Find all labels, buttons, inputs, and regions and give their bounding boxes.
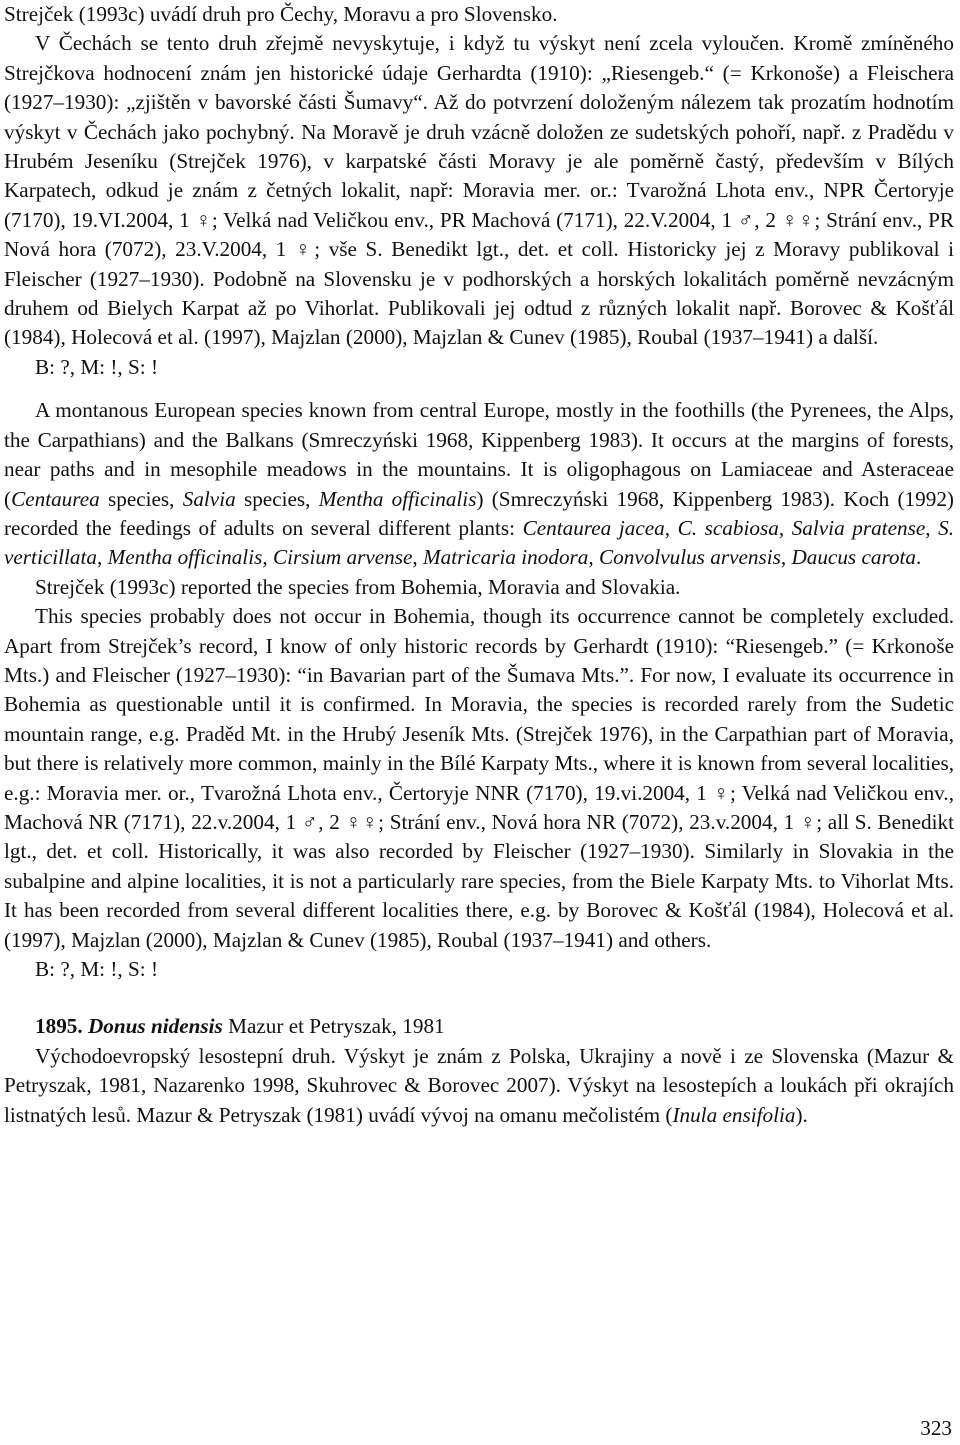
entry-paragraph	[4, 1042, 954, 1130]
text-span: ,	[262, 545, 273, 570]
czech-section	[4, 0, 954, 382]
text-span: ,	[664, 515, 678, 540]
taxon-name: Salvia	[182, 486, 236, 511]
taxon-name: Convolvulus arvensis	[599, 545, 781, 570]
species-name: Donus nidensis	[87, 1014, 223, 1039]
species-author: Mazur et Petryszak, 1981	[222, 1014, 445, 1039]
text-span: ,	[778, 515, 792, 540]
english-paragraph-1	[4, 396, 954, 572]
text-span: ).	[795, 1102, 808, 1127]
czech-paragraph-2: V Čechách se tento druh zřejmě nevyskytuje, i když tu výskyt není zcela vyloučen. Kromě zmíněného Strejčkova hodnocení znám jen historické údaje Gerhardta (1910): „Riesengeb.“ (= Krkonoše) a Fleischera (1927–1930): „zjištěn v bavorské části Šumavy“. Až do potvrzení doloženým nálezem tak prozatím hodnotím výskyt v Čechách jako pochybný. Na Moravě je druh vzácně doložen ze sudetských pohoří, např. z Pradědu v Hrubém Jeseníku (Strejček 1976), v karpatské části Moravy je ale poměrně častý, především v Bílých Karpatech, odkud je znám z četných lokalit, např: Moravia mer. or.: Tvarožná Lhota env., NPR Čertoryje (7170), 19.VI.2004, 1 ♀; Velká nad Veličkou env., PR Machová (7171), 22.V.2004, 1 ♂, 2 ♀♀; Strání env., PR Nová hora (7072), 23.V.2004, 1 ♀; vše S. Benedikt lgt., det. et coll. Historicky jej z Moravy publikoval i Fleischer (1927–1930). Podobně na Slovensku je v podhorských a horských lokalitách poměrně nevzácným druhem od Bielych Karpat až po Vihorlat. Publikovali jej odtud z různých lokalit např. Borovec & Košťál (1984), Holecová et al. (1997), Majzlan (2000), Majzlan & Cunev (1985), Roubal (1937–1941) a další.	[4, 31, 954, 350]
taxon-name: Cirsium arvense	[272, 545, 413, 570]
entry-number: 1895.	[35, 1014, 83, 1039]
taxon-name: Daucus carota	[791, 545, 916, 570]
text-span: .	[916, 545, 922, 570]
page-number: 323	[920, 1416, 952, 1440]
english-paragraph-2: Strejček (1993c) reported the species from Bohemia, Moravia and Slovakia.	[35, 574, 681, 599]
text-span: ,	[780, 545, 792, 570]
english-paragraph-3: This species probably does not occur in Bohemia, though its occurrence cannot be completely excluded. Apart from Strejček’s record, I know of only historic records by Gerhardt (1910): “Riesengeb.” (= Krkonoše Mts.) and Fleischer (1927–1930): “in Bavarian part of the Šumava Mts.”. For now, I evaluate its occurrence in Bohemia as questionable until it is confirmed. In Moravia, the species is recorded rarely from the Sudetic mountain range, e.g. Praděd Mt. in the Hrubý Jeseník Mts. (Strejček 1976), in the Carpathian part of Moravia, but there is relatively more common, mainly in the Bílé Karpaty Mts., where it is known from several localities, e.g.: Moravia mer. or., Tvarožná Lhota env., Čertoryje NNR (7170), 19.vi.2004, 1 ♀; Velká nad Veličkou env., Machová NR (7171), 22.v.2004, 1 ♂, 2 ♀♀; Strání env., Nová hora NR (7072), 23.v.2004, 1 ♀; all S. Benedikt lgt., det. et coll. Historically, it was also recorded by Fleischer (1927–1930). Similarly in Slovakia in the subalpine and alpine localities, it is not a particularly rare species, from the Biele Karpaty Mts. to Vihorlat Mts. It has been recorded from several different localities there, e.g. by Borovec & Košťál (1984), Holecová et al. (1997), Majzlan (2000), Majzlan & Cunev (1985), Roubal (1937–1941) and others.	[4, 604, 954, 952]
document-page	[4, 0, 954, 1130]
text-span: species,	[99, 486, 183, 511]
text-span: species,	[235, 486, 319, 511]
taxon-name: S. verticillata	[4, 515, 955, 570]
czech-status-line: B: ?, M: !, S: !	[35, 354, 159, 379]
text-span: Východoevropský lesostepní druh. Výskyt je znám z Polska, Ukrajiny a nově i ze Slovenska (Mazur & Petryszak, 1981, Nazarenko 1998, Skuhrovec & Borovec 2007). Výskyt na lesostepích a loukách při okrajích listnatých lesů. Mazur & Petryszak (1981) uvádí vývoj na omanu mečolistém (	[4, 1043, 954, 1127]
taxon-name: Salvia pratense	[791, 515, 926, 540]
taxon-name: Inula ensifolia	[672, 1102, 796, 1127]
text-span: ) (Smreczyński 1968, Kippenberg 1983). Koch (1992) recorded the feedings of adults on several different plants:	[4, 486, 954, 540]
taxon-name: Mentha officinalis	[107, 545, 263, 570]
text-span: ,	[925, 515, 939, 540]
english-section	[4, 396, 954, 984]
taxon-name: Matricaria inodora	[423, 545, 589, 570]
taxon-name: Centaurea jacea	[522, 515, 665, 540]
species-entry	[4, 1012, 954, 1130]
text-span: ,	[96, 545, 108, 570]
text-span: A montanous European species known from central Europe, mostly in the foothills (the Pyrenees, the Alps, the Carpathians) and the Balkans (Smreczyński 1968, Kippenberg 1983). It occurs at the margins of forests, near paths and in mesophile meadows in the mountains. It is oligophagous on Lamiaceae and Asteraceae (	[4, 398, 954, 511]
text-span: ,	[588, 545, 599, 570]
taxon-name: Centaurea	[11, 486, 100, 511]
entry-heading	[4, 1012, 954, 1041]
taxon-name: Mentha officinalis	[318, 486, 477, 511]
english-status-line: B: ?, M: !, S: !	[35, 957, 159, 981]
text-span: ,	[412, 545, 424, 570]
czech-paragraph-1: Strejček (1993c) uvádí druh pro Čechy, Moravu a pro Slovensko.	[4, 2, 558, 26]
taxon-name: C. scabiosa	[677, 515, 779, 540]
